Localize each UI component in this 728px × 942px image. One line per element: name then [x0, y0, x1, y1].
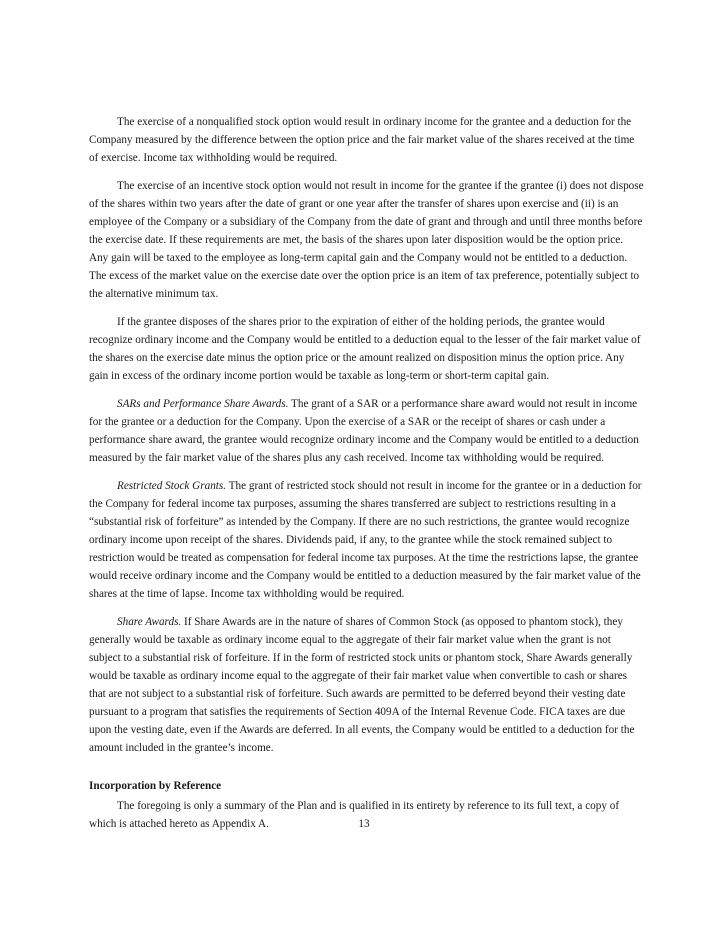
- paragraph-lead-restricted: Restricted Stock Grants.: [117, 480, 227, 492]
- paragraph-lead-sars: SARs and Performance Share Awards.: [117, 398, 289, 410]
- paragraph-incentive-option: The exercise of an incentive stock option would not result in income for the grantee if the grantee (i) does not dispose of the shares within two years after the date of grant or one year after the transfer of shares upon exercise and (ii) is an employee of the Company or a subsidiary of the Company from the date of grant and through and until three months before the exercise date. If these requirements are met, the basis of the shares upon later disposition would be the option price. Any gain will be taxed to the employee as long-term capital gain and the Company would not be entitled to a deduction. The excess of the market value on the exercise date over the option price is an item of tax preference, potentially subject to the alternative minimum tax.: [89, 180, 644, 300]
- paragraph-share-awards: [89, 613, 644, 757]
- paragraph-text-sars: The grant of a SAR or a performance share award would not result in income for the grantee or a deduction for the Company. Upon the exercise of a SAR or the receipt of shares or cash under a performance share award, the grantee would recognize ordinary income and the Company would be entitled to a deduction measured by the fair market value of the shares plus any cash received. Income tax withholding would be required.: [89, 398, 639, 464]
- paragraph-lead-share-awards: Share Awards.: [117, 616, 182, 628]
- paragraph-text-share-awards: If Share Awards are in the nature of shares of Common Stock (as opposed to phantom stock), they generally would be taxable as ordinary income equal to the aggregate of their fair market value when the grant is not subject to a substantial risk of forfeiture. If in the form of restricted stock units or phantom stock, Share Awards generally would be taxable as ordinary income equal to the aggregate of their fair market value when convertible to cash or shares that are not subject to a substantial risk of forfeiture. Such awards are permitted to be deferred beyond their vesting date pursuant to a program that satisfies the requirements of Section 409A of the Internal Revenue Code. FICA taxes are due upon the vesting date, even if the Awards are deferred. In all events, the Company would be entitled to a deduction for the amount included in the grantee’s income.: [89, 616, 635, 754]
- paragraph-text-restricted: The grant of restricted stock should not result in income for the grantee or in a deduction for the Company for federal income tax purposes, assuming the shares transferred are subject to restrictions resulting in a “substantial risk of forfeiture” as intended by the Company. If there are no such restrictions, the grantee would recognize ordinary income upon receipt of the shares. Dividends paid, if any, to the grantee while the stock remained subject to restriction would be treated as compensation for federal income tax purposes. At the time the restrictions lapse, the grantee would receive ordinary income and the Company would be entitled to a deduction measured by the fair market value of the shares at the time of lapse. Income tax withholding would be required.: [89, 480, 642, 600]
- paragraph-restricted-stock: [89, 477, 644, 603]
- document-body: [89, 113, 644, 843]
- paragraph-nonqualified-option: The exercise of a nonqualified stock option would result in ordinary income for the grantee and a deduction for the Company measured by the difference between the option price and the fair market value of the shares received at the time of exercise. Income tax withholding would be required.: [89, 116, 635, 164]
- paragraph-early-disposition: If the grantee disposes of the shares prior to the expiration of either of the holding periods, the grantee would recognize ordinary income and the Company would be entitled to a deduction equal to the lesser of the fair market value of the shares on the exercise date minus the option price or the amount realized on disposition minus the option price. Any gain in excess of the ordinary income portion would be taxable as long-term or short-term capital gain.: [89, 316, 641, 382]
- section-heading: Incorporation by Reference: [89, 780, 222, 792]
- paragraph-incorporation: The foregoing is only a summary of the Plan and is qualified in its entirety by reference to its full text, a copy of which is attached hereto as Appendix A.: [89, 800, 620, 830]
- page-number: 13: [358, 818, 370, 830]
- paragraph-sars-performance: [89, 395, 644, 467]
